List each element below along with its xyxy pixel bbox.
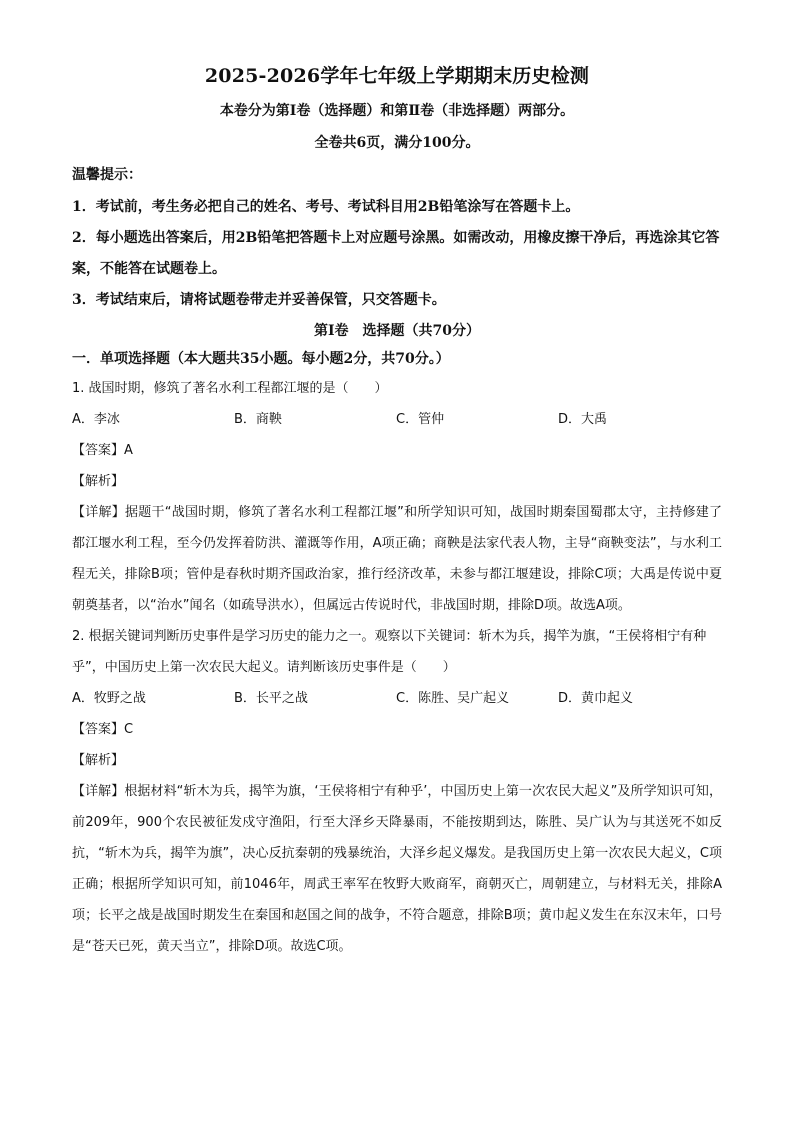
question-2	[72, 621, 722, 962]
option-c: C．管仲	[396, 412, 445, 427]
answer-label: 【答案】A	[72, 443, 133, 458]
detail-explanation: 【详解】据题干“战国时期，修筑了著名水利工程都江堰”和所学知识可知，战国时期秦国蜀郡太守，主持修建了都江堰水利工程，至今仍发挥着防洪、灌溉等作用，A项正确；商鞅是法家代表人物，主导“商鞅变法”，与水利工程无关，排除B项；管仲是春秋时期齐国政治家，推行经济改革，未参与都江堰建设，排除C项；大禹是传说中夏朝奠基者，以“治水”闻名（如疏导洪水），但属远古传说时代，非战国时期，排除D项。故选A项。	[72, 505, 722, 613]
detail-explanation: 【详解】根据材料“斩木为兵，揭竿为旗，‘王侯将相宁有种乎’，中国历史上第一次农民大起义”及所学知识可知，前209年，900个农民被征发戍守渔阳，行至大泽乡天降暴雨，不能按期到达，陈胜、吴广认为与其送死不如反抗，“斩木为兵，揭竿为旗”，决心反抗秦朝的残暴统治，大泽乡起义爆发。是我国历史上第一次农民大起义，C项正确；根据所学知识可知，前1046年，周武王率军在牧野大败商军，商朝灭亡，周朝建立，与材料无关，排除A项；长平之战是战国时期发生在秦国和赵国之间的战争，不符合题意，排除B项；黄巾起义发生在东汉末年，口号是“苍天已死，黄天当立”，排除D项。故选C项。	[72, 784, 722, 954]
option-d: D．黄巾起义	[558, 691, 634, 706]
section-title: 第Ⅰ卷 选择题（共70分）	[313, 323, 481, 339]
tip-item-3: 3．考试结束后，请将试题卷带走并妥善保管，只交答题卡。	[72, 292, 446, 308]
analysis-label: 【解析】	[72, 474, 125, 489]
question-stem: 2. 根据关键词判断历史事件是学习历史的能力之一。观察以下关键词：斩木为兵，揭竿为旗，“王侯将相宁有种乎”，中国历史上第一次农民大起义。请判断该历史事件是（ ）	[72, 629, 707, 675]
question-options	[72, 683, 722, 714]
tip-item-1: 1．考试前，考生务必把自己的姓名、考号、考试科目用2B铅笔涂写在答题卡上。	[72, 199, 580, 215]
option-a: A．牧野之战	[72, 691, 146, 706]
tip-item-2: 2．每小题选出答案后，用2B铅笔把答题卡上对应题号涂黑。如需改动，用橡皮擦干净后，再选涂其它答案，不能答在试题卷上。	[72, 230, 720, 277]
tips-heading: 温馨提示：	[72, 167, 142, 183]
answer-label: 【答案】C	[72, 722, 134, 737]
option-a: A．李冰	[72, 412, 120, 427]
exam-page	[72, 62, 722, 962]
question-options	[72, 404, 722, 435]
option-d: D．大禹	[558, 412, 608, 427]
option-c: C．陈胜、吴广起义	[396, 691, 510, 706]
question-1	[72, 373, 722, 621]
option-b: B．长平之战	[234, 691, 308, 706]
exam-structure-note: 本卷分为第Ⅰ卷（选择题）和第Ⅱ卷（非选择题）两部分。	[219, 103, 575, 119]
part-title: 一．单项选择题（本大题共35小题。每小题2分，共70分。）	[72, 351, 450, 367]
page-title: 2025-2026学年七年级上学期期末历史检测	[204, 65, 590, 87]
question-stem: 1. 战国时期，修筑了著名水利工程都江堰的是（ ）	[72, 381, 388, 396]
exam-score-note: 全卷共6页，满分100分。	[314, 135, 480, 151]
option-b: B．商鞅	[234, 412, 282, 427]
analysis-label: 【解析】	[72, 753, 125, 768]
